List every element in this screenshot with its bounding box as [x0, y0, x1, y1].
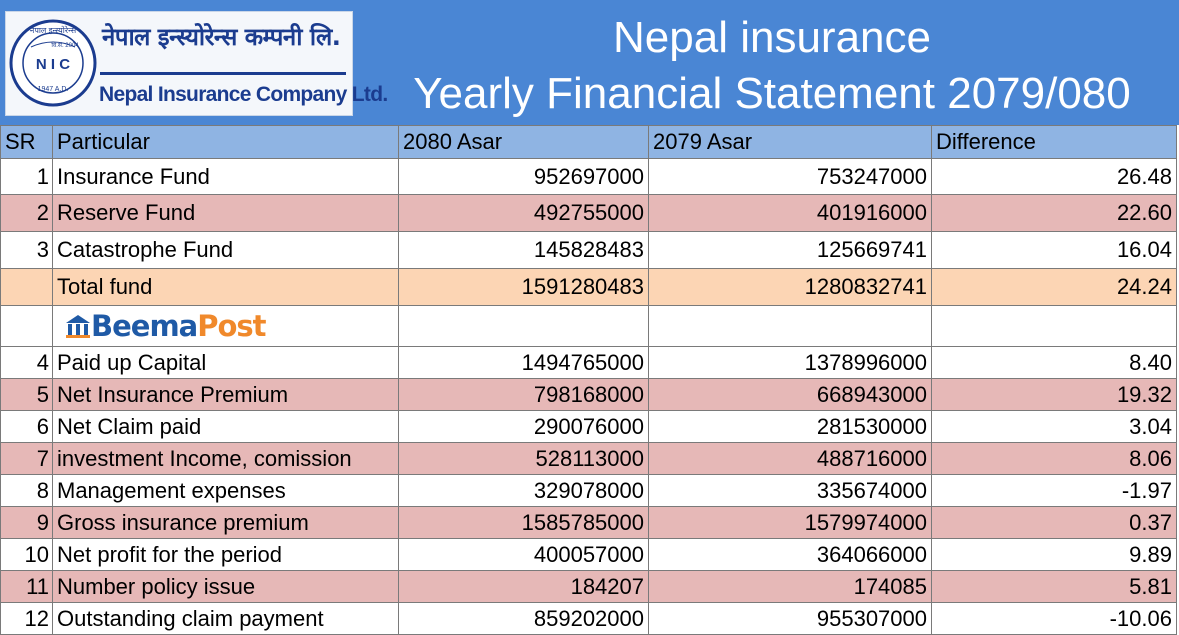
cell-2080: 528113000: [399, 443, 649, 475]
cell-2079: 364066000: [649, 539, 932, 571]
cell-particular: Total fund: [53, 269, 399, 306]
table-row: [1, 195, 1177, 232]
cell-empty: [399, 306, 649, 347]
page-subtitle: Yearly Financial Statement 2079/080: [413, 69, 1131, 118]
cell-difference: 22.60: [932, 195, 1177, 232]
cell-2080: 184207: [399, 571, 649, 603]
cell-sr: 12: [1, 603, 53, 635]
cell-particular: Net profit for the period: [53, 539, 399, 571]
column-header-sr: SR: [1, 126, 53, 159]
cell-2080: 859202000: [399, 603, 649, 635]
cell-sr: 9: [1, 507, 53, 539]
cell-2080: 1585785000: [399, 507, 649, 539]
cell-sr: 5: [1, 379, 53, 411]
table-row: [1, 507, 1177, 539]
table-row: [1, 603, 1177, 635]
cell-2079: 1280832741: [649, 269, 932, 306]
brand-row: [1, 306, 1177, 347]
cell-2080: 492755000: [399, 195, 649, 232]
financial-table: [0, 125, 1177, 635]
brand-post-text: Post: [197, 309, 266, 343]
cell-sr: 2: [1, 195, 53, 232]
logo-nepali-name: नेपाल इन्स्योरेन्स कम्पनी लि.: [102, 23, 341, 51]
cell-particular: Outstanding claim payment: [53, 603, 399, 635]
table-row: [1, 571, 1177, 603]
cell-2079: 401916000: [649, 195, 932, 232]
cell-particular: Gross insurance premium: [53, 507, 399, 539]
cell-particular: Net Insurance Premium: [53, 379, 399, 411]
cell-particular: Net Claim paid: [53, 411, 399, 443]
logo-english-name: Nepal Insurance Company Ltd.: [99, 83, 388, 106]
cell-2079: 488716000: [649, 443, 932, 475]
cell-particular: Number policy issue: [53, 571, 399, 603]
cell-difference: 26.48: [932, 159, 1177, 195]
seal-year: 1947 A.D.: [37, 86, 69, 93]
nic-logo: [5, 11, 388, 116]
nic-seal-icon: [9, 17, 97, 109]
table-body: [1, 159, 1177, 635]
cell-2080: 798168000: [399, 379, 649, 411]
cell-sr: 10: [1, 539, 53, 571]
cell-particular: Reserve Fund: [53, 195, 399, 232]
cell-2080: 400057000: [399, 539, 649, 571]
cell-2079: 1378996000: [649, 347, 932, 379]
table-row: [1, 443, 1177, 475]
cell-particular: Paid up Capital: [53, 347, 399, 379]
title-banner: [0, 0, 1179, 125]
column-header-difference: Difference: [932, 126, 1177, 159]
cell-sr: 6: [1, 411, 53, 443]
seal-initials: N I C: [35, 56, 71, 73]
table-row: [1, 411, 1177, 443]
cell-2080: 1591280483: [399, 269, 649, 306]
page-title: Nepal insurance: [613, 13, 931, 62]
cell-2079: 753247000: [649, 159, 932, 195]
cell-2080: 1494765000: [399, 347, 649, 379]
cell-2080: 329078000: [399, 475, 649, 507]
seal-date: वि.सं. 2004: [51, 43, 79, 49]
cell-sr: 3: [1, 232, 53, 269]
column-header-2079: 2079 Asar: [649, 126, 932, 159]
table-row: [1, 269, 1177, 306]
temple-pillars-icon: [65, 314, 91, 338]
cell-sr: 4: [1, 347, 53, 379]
cell-empty: [1, 306, 53, 347]
table-row: [1, 379, 1177, 411]
cell-2079: 668943000: [649, 379, 932, 411]
cell-difference: -1.97: [932, 475, 1177, 507]
column-header-2080: 2080 Asar: [399, 126, 649, 159]
cell-difference: 8.06: [932, 443, 1177, 475]
cell-difference: -10.06: [932, 603, 1177, 635]
cell-difference: 0.37: [932, 507, 1177, 539]
cell-sr: 7: [1, 443, 53, 475]
cell-difference: 19.32: [932, 379, 1177, 411]
table-row: [1, 347, 1177, 379]
cell-2080: 290076000: [399, 411, 649, 443]
logo-divider: [100, 72, 346, 75]
cell-particular: Management expenses: [53, 475, 399, 507]
cell-difference: 3.04: [932, 411, 1177, 443]
table-row: [1, 539, 1177, 571]
cell-difference: 8.40: [932, 347, 1177, 379]
cell-difference: 16.04: [932, 232, 1177, 269]
cell-empty: [932, 306, 1177, 347]
cell-2079: 955307000: [649, 603, 932, 635]
cell-2079: 335674000: [649, 475, 932, 507]
cell-2079: 1579974000: [649, 507, 932, 539]
cell-empty: [649, 306, 932, 347]
cell-sr: 11: [1, 571, 53, 603]
cell-difference: 24.24: [932, 269, 1177, 306]
table-row: [1, 159, 1177, 195]
cell-2079: 125669741: [649, 232, 932, 269]
cell-difference: 5.81: [932, 571, 1177, 603]
cell-particular: Catastrophe Fund: [53, 232, 399, 269]
cell-2079: 174085: [649, 571, 932, 603]
cell-particular: Insurance Fund: [53, 159, 399, 195]
brand-beema-text: Beema: [91, 309, 198, 343]
table-row: [1, 232, 1177, 269]
cell-2080: 952697000: [399, 159, 649, 195]
cell-sr: 1: [1, 159, 53, 195]
cell-difference: 9.89: [932, 539, 1177, 571]
table-header-row: [1, 126, 1177, 159]
cell-brand: [53, 306, 399, 347]
table-row: [1, 475, 1177, 507]
cell-2079: 281530000: [649, 411, 932, 443]
cell-sr: 8: [1, 475, 53, 507]
brand-wordmark: [91, 309, 266, 343]
column-header-particular: Particular: [53, 126, 399, 159]
cell-sr: [1, 269, 53, 306]
seal-top-text: नेपाल इन्स्योरेन्स: [29, 26, 77, 35]
beemapost-logo: [57, 306, 394, 346]
cell-particular: investment Income, comission: [53, 443, 399, 475]
cell-2080: 145828483: [399, 232, 649, 269]
